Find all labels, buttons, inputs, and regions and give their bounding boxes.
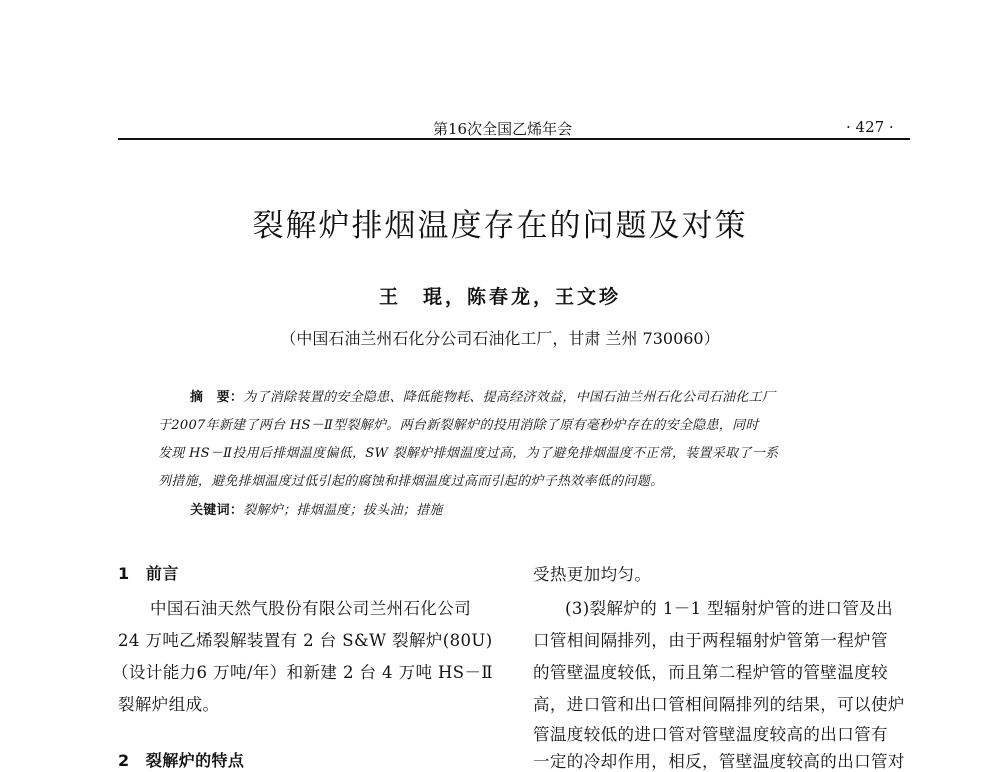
section-2-heading: 2 裂解炉的特点 [118,751,245,770]
abstract-line-4: 列措施，避免排烟温度过低引起的腐蚀和排烟温度过高而引起的炉子热效率低的问题。 [158,474,664,489]
right-line-6: 管温度较低的进口管对管壁温度较高的出口管有 [533,725,888,744]
keywords-line [190,499,443,518]
abstract-line-1: 摘 要：为了消除装置的安全隐患、降低能物耗、提高经济效益，中国石油兰州石化公司石油化工厂 [190,390,776,405]
section-1-heading: 1 前言 [118,564,179,583]
right-line-4: 的管壁温度较低，而且第二程炉管的管壁温度较 [533,663,888,682]
right-line-7: 一定的冷却作用，相反，管壁温度较高的出口管对 [533,752,905,771]
right-line-3: 口管相间隔排列，由于两程辐射炉管第一程炉管 [533,631,888,650]
keywords-label: 关键词： [190,503,244,518]
running-header-conference: 第16次全国乙烯年会 [433,120,573,138]
left-para-line-4: 裂解炉组成。 [118,695,220,714]
left-para-line-1: 中国石油天然气股份有限公司兰州石化公司 [150,599,472,618]
abstract-line-2: 于2007年新建了两台 HS－Ⅱ型裂解炉。两台新裂解炉的投用消除了原有毫秒炉存在的安全隐患，同时 [158,418,759,433]
right-line-1: 受热更加均匀。 [533,565,652,584]
paper-title: 裂解炉排烟温度存在的问题及对策 [252,208,748,244]
running-header-page-number: · 427 · [846,118,894,136]
right-line-5: 高，进口管和出口管相间隔排列的结果，可以使炉 [533,695,905,714]
left-para-line-3: （设计能力6 万吨/年）和新建 2 台 4 万吨 HS－Ⅱ [112,663,494,682]
header-rule [118,138,910,140]
keywords-text: 裂解炉；排烟温度；拔头油；措施 [243,503,443,518]
right-line-2: (3)裂解炉的 1－1 型辐射炉管的进口管及出 [565,599,894,618]
left-para-line-2: 24 万吨乙烯裂解装置有 2 台 S&W 裂解炉(80U) [118,631,493,650]
abstract-label: 摘 要： [190,390,244,405]
author-affiliation: （中国石油兰州石化分公司石油化工厂，甘肃 兰州 730060） [280,329,720,348]
author-list: 王 琨，陈春龙，王文珍 [378,286,621,308]
abstract-line-3: 发现 HS－Ⅱ投用后排烟温度偏低，SW 裂解炉排烟温度过高，为了避免排烟温度不正常，装置采取了一系 [158,446,779,461]
